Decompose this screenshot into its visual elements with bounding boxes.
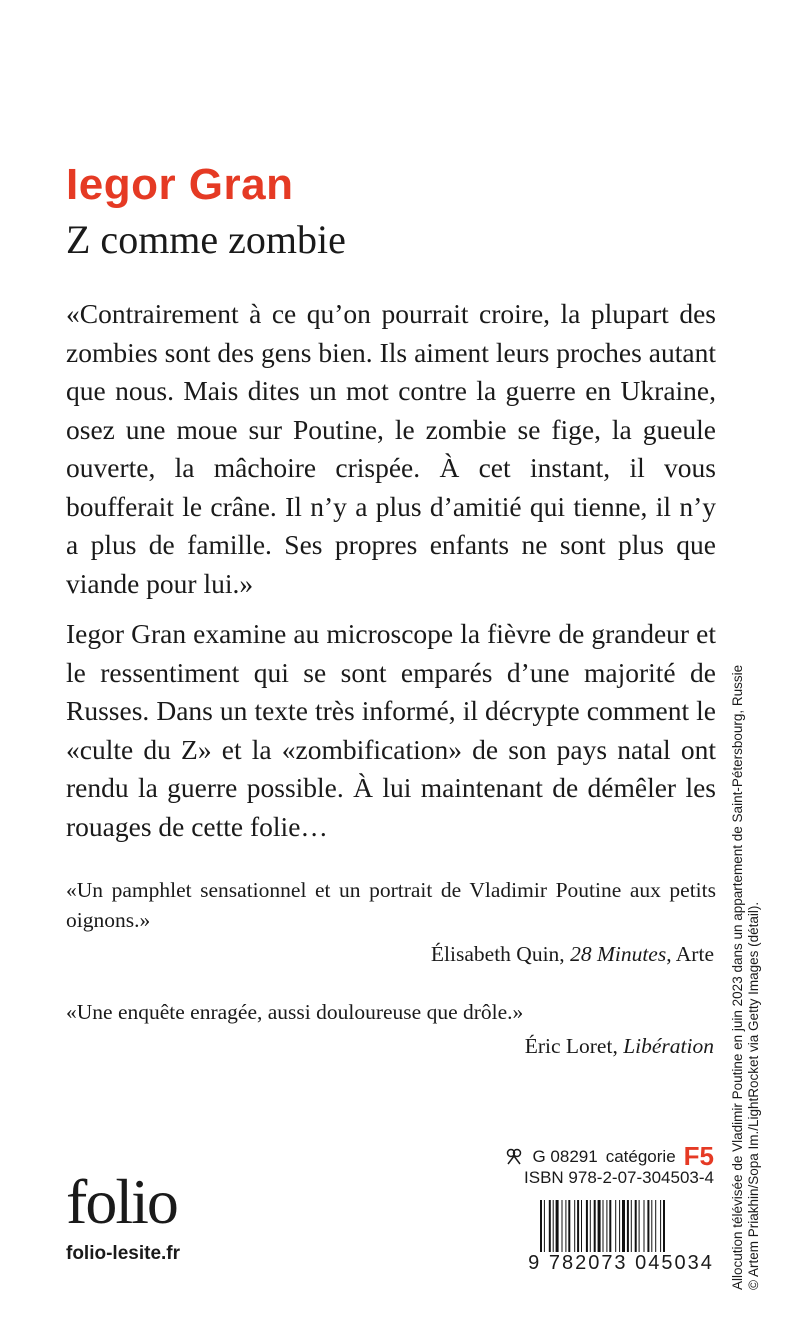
folio-logo: folio (66, 1166, 177, 1237)
product-code: G 08291 (532, 1146, 598, 1166)
excerpt-paragraph: «Contrairement à ce qu’on pourrait croire, la plupart des zombies sont des gens bien. Ils aiment leurs proches autant que nous. Mais dites un mot contre la guerre en Ukraine, osez une moue sur Poutine, le zombie se fige, la gueule ouverte, la mâchoire crispée. À cet instant, il vous boufferait le crâne. Il n’y a plus d’amitié qui tienne, il n’y a plus de famille. Ses propres enfants ne sont plus que viande pour lui.» (66, 298, 716, 599)
press-quote: «Un pamphlet sensationnel et un portrait de Vladimir Poutine aux petits oignons.» (66, 878, 716, 932)
category-label: catégorie (605, 1146, 676, 1166)
quote-author: Éric Loret, (524, 1034, 618, 1058)
quote-attribution (114, 939, 714, 969)
publisher-website: folio-lesite.fr (66, 1243, 181, 1264)
press-quote: «Une enquête enragée, aussi douloureuse que drôle.» (66, 1000, 524, 1024)
photo-credit (730, 664, 762, 1290)
barcode-digits: 9 782073 045034 (528, 1252, 714, 1274)
credit-line: © Artem Priakhin/Sopa Im./LightRocket via Getty Images (détail). (746, 901, 761, 1290)
publisher-emblem-icon (504, 1147, 524, 1167)
quote-attribution (114, 1031, 714, 1061)
summary-paragraph: Iegor Gran examine au microscope la fièvre de grandeur et le ressentiment qui se sont emparés d’une majorité de Russes. Dans un texte très informé, il décrypte comment le «culte du Z» et la «zombification» de son pays natal ont rendu la guerre possible. À lui maintenant de démêler les rouages de cette folie… (66, 618, 716, 842)
isbn: ISBN 978-2-07-304503-4 (524, 1168, 714, 1187)
quote-outlet: , Arte (666, 942, 714, 966)
category-code: F5 (683, 1141, 714, 1171)
author-name: Iegor Gran (66, 160, 294, 209)
quote-author: Élisabeth Quin, (430, 942, 565, 966)
book-title: Z comme zombie (66, 217, 346, 262)
credit-line: Allocution télévisée de Vladimir Poutine en juin 2023 dans un appartement de Saint-Pétersbourg, Russie (730, 664, 745, 1290)
quote-source: 28 Minutes (570, 942, 667, 966)
quote-source: Libération (623, 1034, 714, 1058)
